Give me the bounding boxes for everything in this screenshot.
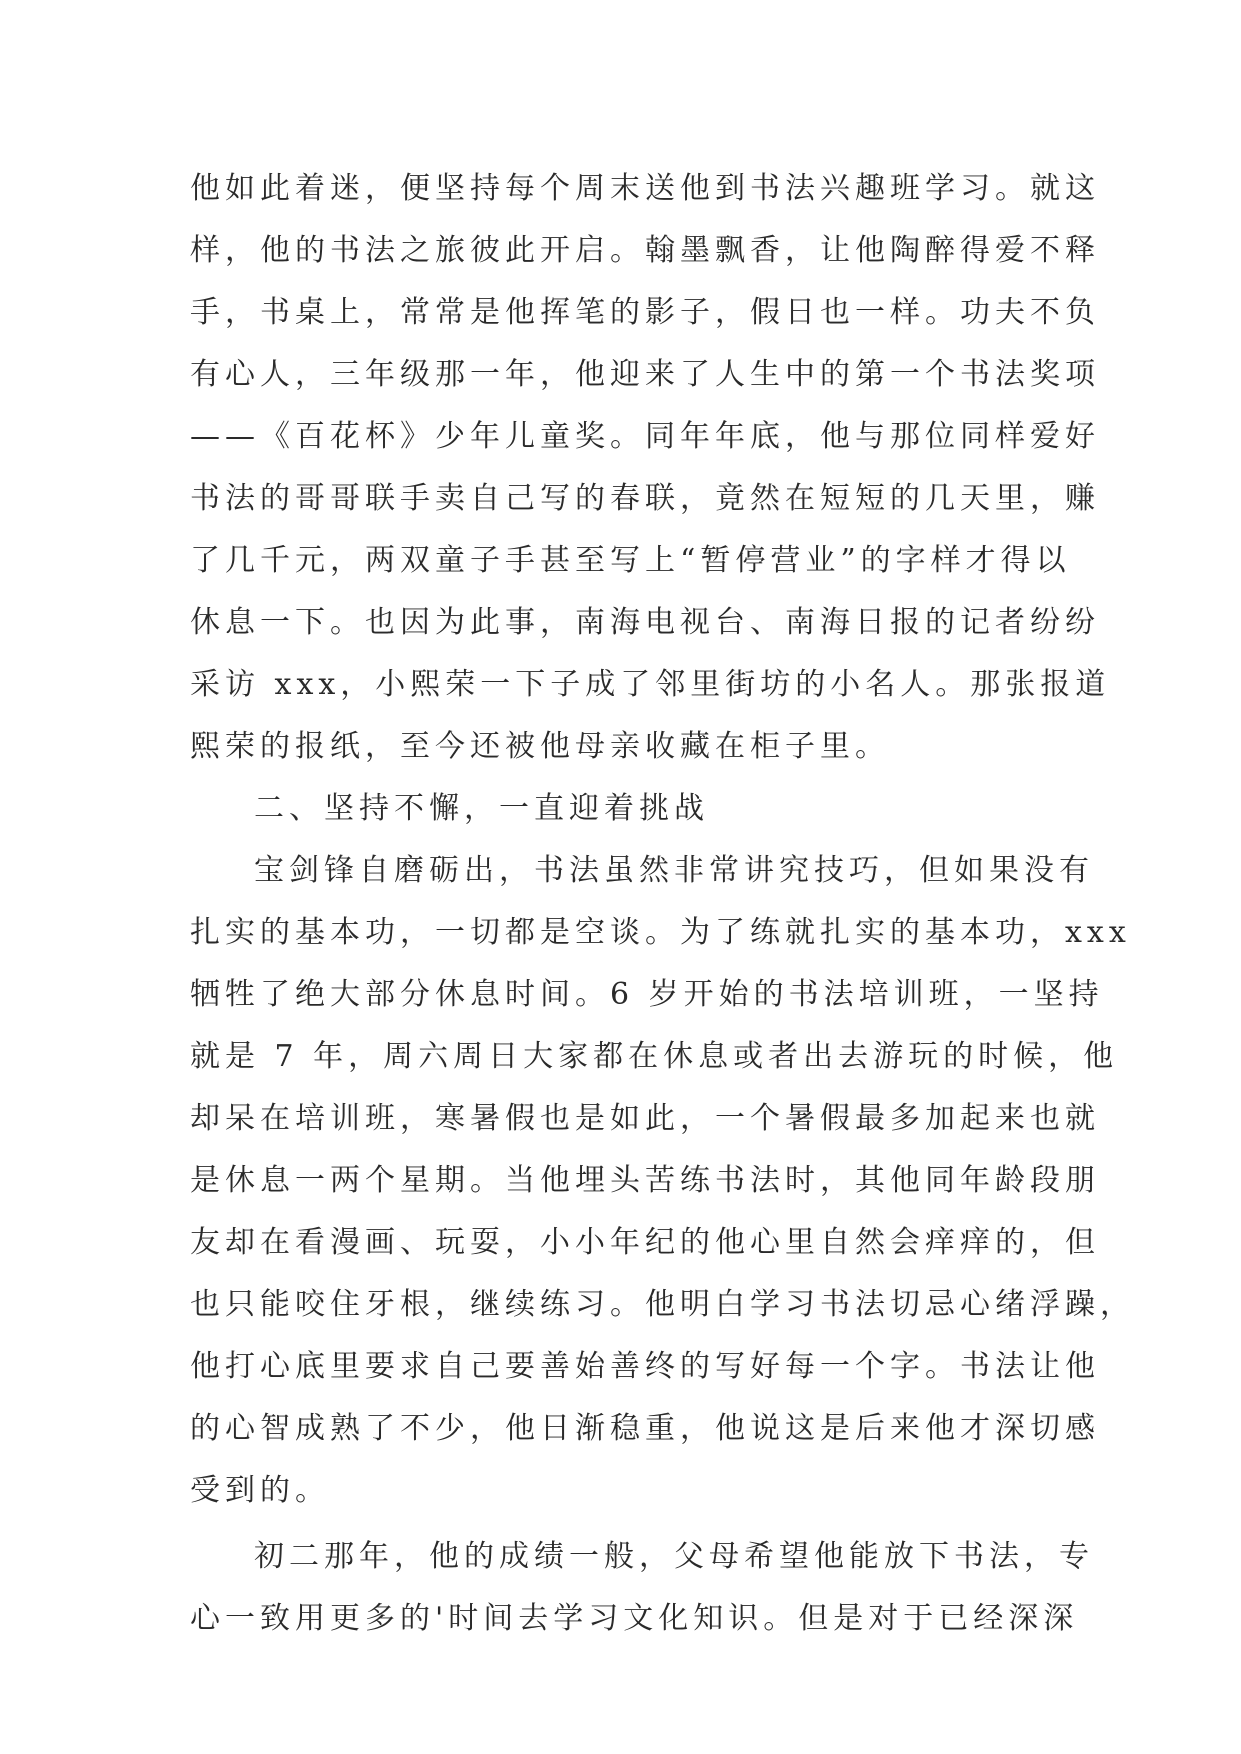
text-line: 受到的。 [190, 1473, 330, 1508]
text-line: 了几千元，两双童子手甚至写上“暂停营业”的字样才得以 [190, 543, 1071, 578]
text-line: 是休息一两个星期。当他埋头苦练书法时，其他同年龄段朋 [190, 1163, 1100, 1198]
text-line: 采访 xxx，小熙荣一下子成了邻里街坊的小名人。那张报道 [190, 667, 1111, 702]
text-line: 有心人，三年级那一年，他迎来了人生中的第一个书法奖项 [190, 357, 1100, 392]
paragraph-1 [190, 158, 1111, 778]
document-body [190, 158, 1135, 1650]
text-line: 的心智成熟了不少，他日渐稳重，他说这是后来他才深切感 [190, 1411, 1100, 1446]
text-line: 初二那年，他的成绩一般，父母希望他能放下书法，专 [254, 1539, 1094, 1574]
text-line: ——《百花杯》少年儿童奖。同年年底，他与那位同样爱好 [190, 419, 1100, 454]
paragraph-3 [190, 1526, 1094, 1650]
text-line: 扎实的基本功，一切都是空谈。为了练就扎实的基本功，xxx [190, 915, 1131, 950]
text-line: 宝剑锋自磨砺出，书法虽然非常讲究技巧，但如果没有 [254, 853, 1094, 888]
text-line: 他如此着迷，便坚持每个周末送他到书法兴趣班学习。就这 [190, 171, 1100, 206]
section-heading: 二、坚持不懈，一直迎着挑战 [254, 791, 709, 826]
text-line: 就是 7 年，周六周日大家都在休息或者出去游玩的时候，他 [190, 1039, 1119, 1074]
text-line: 休息一下。也因为此事，南海电视台、南海日报的记者纷纷 [190, 605, 1100, 640]
text-line: 书法的哥哥联手卖自己写的春联，竟然在短短的几天里，赚 [190, 481, 1100, 516]
paragraph-2 [190, 840, 1135, 1522]
text-line: 心一致用更多的'时间去学习文化知识。但是对于已经深深 [190, 1601, 1079, 1636]
text-line: 他打心底里要求自己要善始善终的写好每一个字。书法让他 [190, 1349, 1100, 1384]
text-line: 却呆在培训班，寒暑假也是如此，一个暑假最多加起来也就 [190, 1101, 1100, 1136]
text-line: 友却在看漫画、玩耍，小小年纪的他心里自然会痒痒的，但 [190, 1225, 1100, 1260]
text-line: 手，书桌上，常常是他挥笔的影子，假日也一样。功夫不负 [190, 295, 1100, 330]
text-line: 牺牲了绝大部分休息时间。6 岁开始的书法培训班，一坚持 [190, 977, 1104, 1012]
text-line: 也只能咬住牙根，继续练习。他明白学习书法切忌心绪浮躁， [190, 1287, 1135, 1322]
text-line: 熙荣的报纸，至今还被他母亲收藏在柜子里。 [190, 729, 890, 764]
text-line: 样，他的书法之旅彼此开启。翰墨飘香，让他陶醉得爱不释 [190, 233, 1100, 268]
